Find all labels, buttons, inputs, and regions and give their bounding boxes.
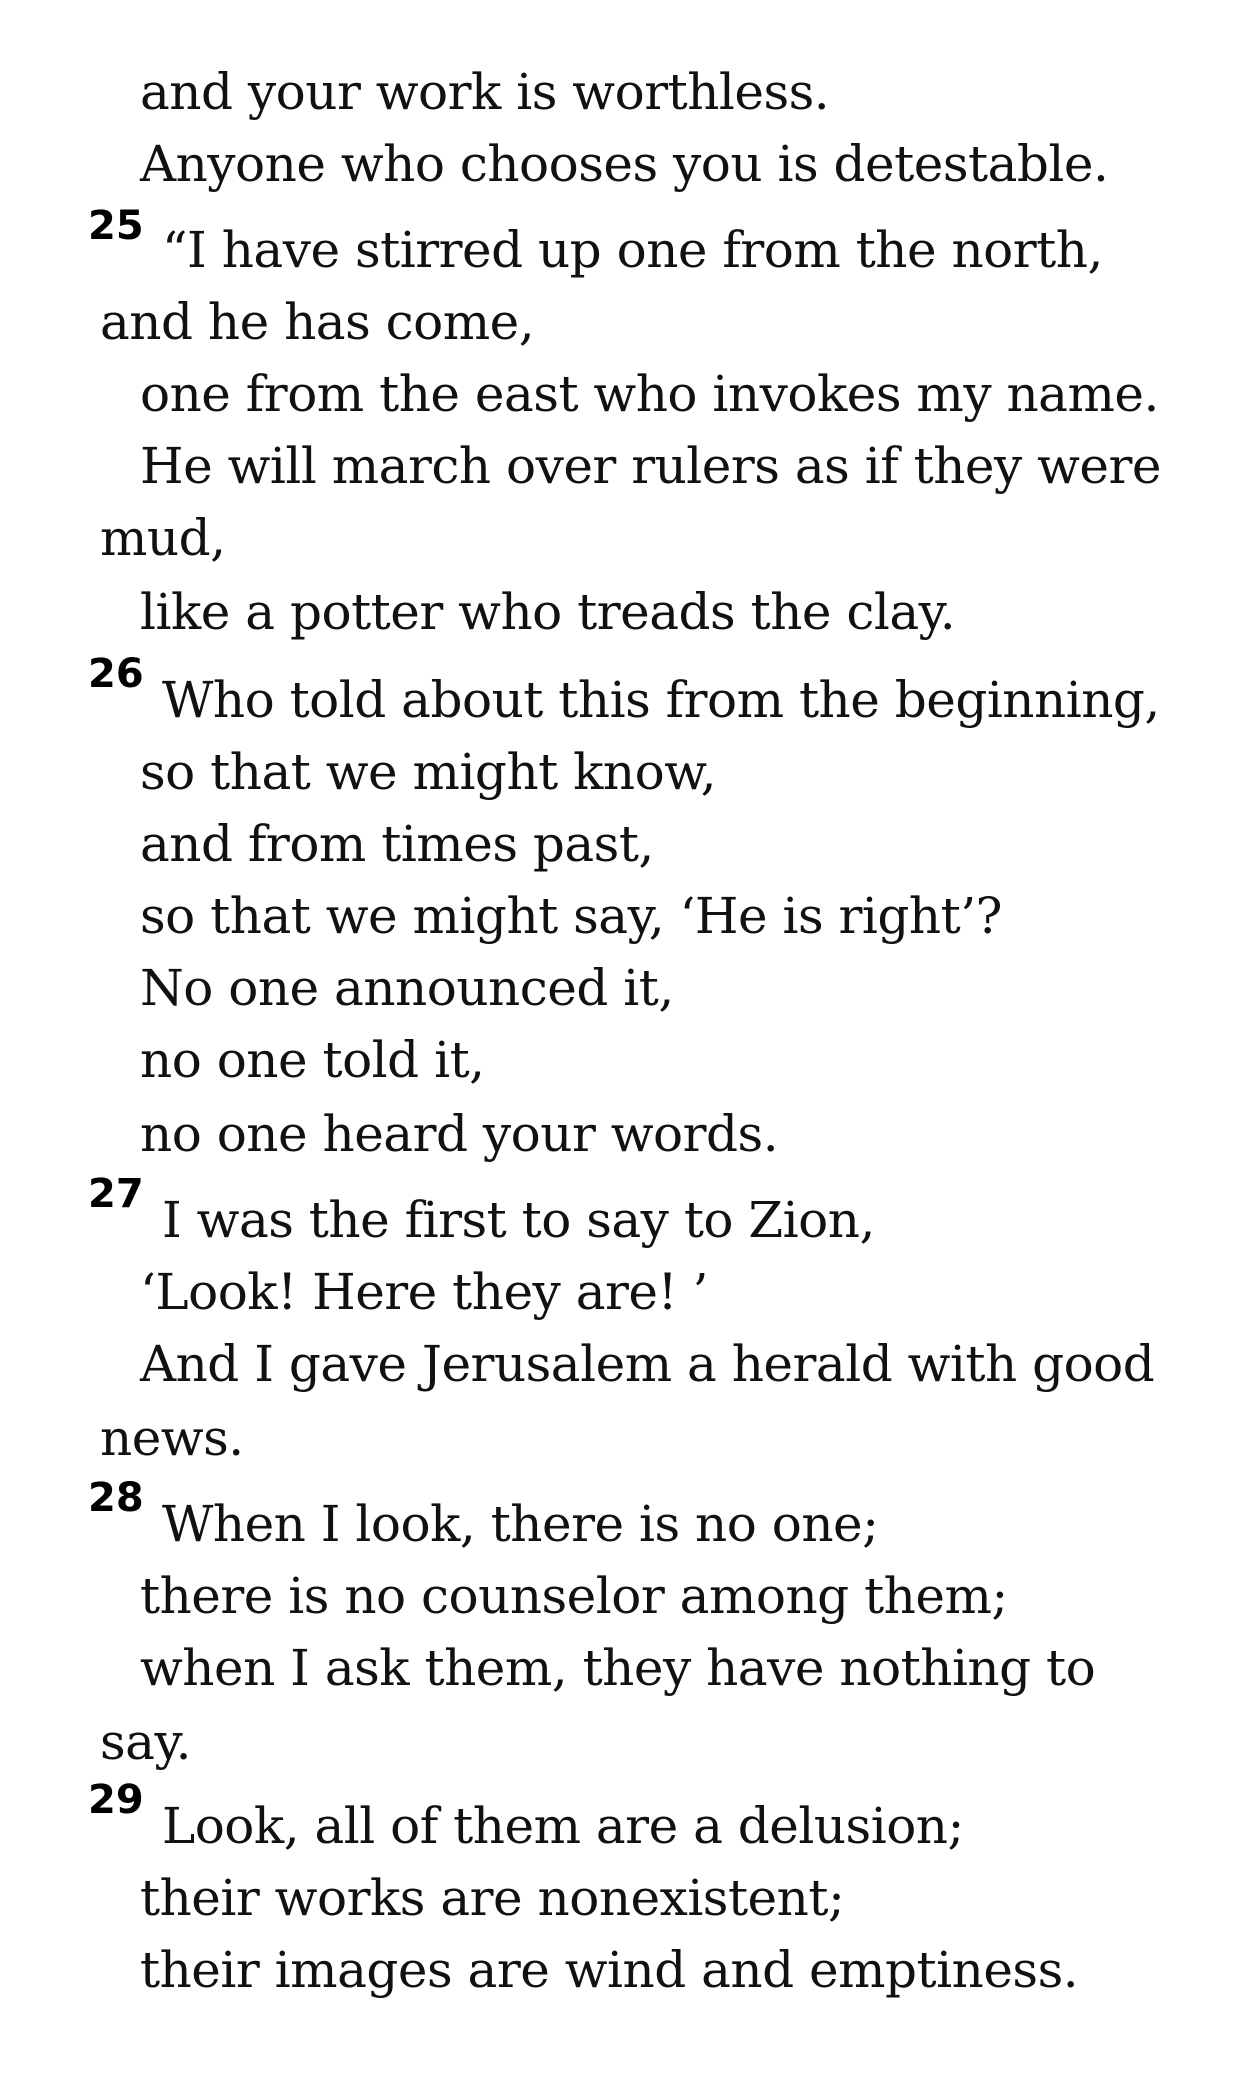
verse-line: and he has come, [100,293,535,351]
verse-line: one from the east who invokes my name. [140,365,1159,423]
verse-line: And I gave Jerusalem a herald with good [140,1335,1155,1393]
verse-number-28: 28 [88,1475,144,1521]
verse-line: ‘Look! Here they are! ’ [140,1263,708,1321]
verse-line: so that we might say, ‘He is right’? [140,887,1002,945]
verse-line: their images are wind and emptiness. [140,1941,1079,1999]
verse-line: Anyone who chooses you is detestable. [140,135,1109,193]
verse-line: “I have stirred up one from the north, [162,221,1103,279]
verse-line: no one told it, [140,1031,485,1089]
verse-line: He will march over rulers as if they were [140,437,1162,495]
verse-number-29: 29 [88,1777,144,1823]
verse-line: say. [100,1713,191,1771]
verse-line: so that we might know, [140,743,716,801]
verse-line: news. [100,1409,244,1467]
verse-line: and from times past, [140,815,654,873]
verse-line: No one announced it, [140,959,674,1017]
verse-line: mud, [100,509,226,567]
verse-line: Who told about this from the beginning, [162,671,1160,729]
verse-line: like a potter who treads the clay. [140,583,956,641]
verse-line: when I ask them, they have nothing to [140,1639,1096,1697]
verse-number-26: 26 [88,651,144,697]
verse-line: their works are nonexistent; [140,1869,845,1927]
verse-number-27: 27 [88,1171,144,1217]
verse-number-25: 25 [88,203,144,249]
verse-line: no one heard your words. [140,1105,779,1163]
verse-line: When I look, there is no one; [162,1495,879,1553]
verse-line: Look, all of them are a delusion; [162,1797,964,1855]
verse-line: there is no counselor among them; [140,1567,1008,1625]
verse-line: I was the first to say to Zion, [162,1191,875,1249]
verse-line: and your work is worthless. [140,63,830,121]
